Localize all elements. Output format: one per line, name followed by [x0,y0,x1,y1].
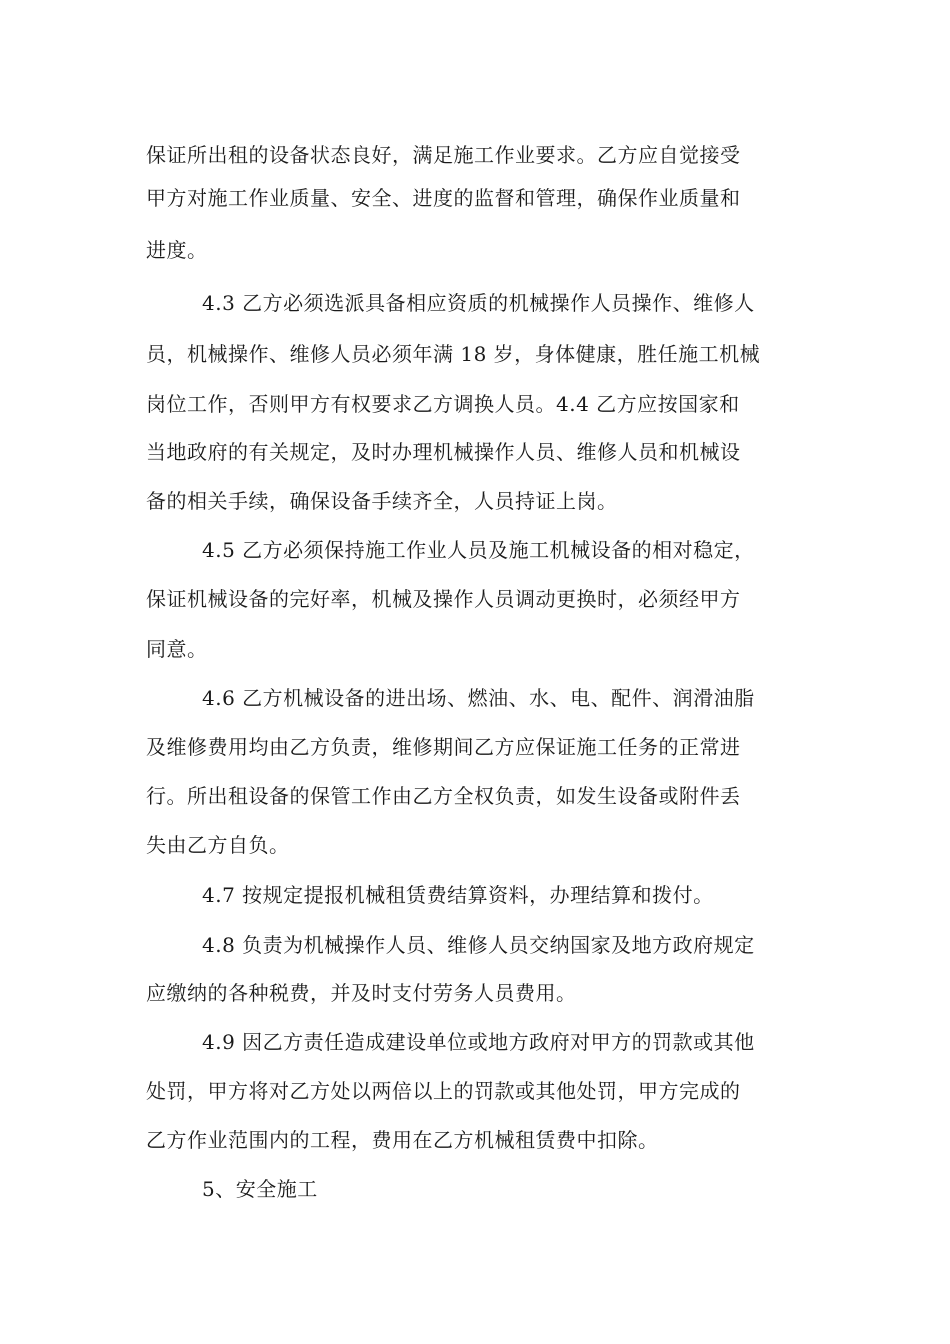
text-line: 岗位工作，否则甲方有权要求乙方调换人员。4.4 乙方应按国家和 [146,392,740,416]
text-line: 进度。 [146,238,208,262]
clause-4-5-start: 4.5 乙方必须保持施工作业人员及施工机械设备的相对稳定， [202,538,755,562]
text-line: 失由乙方自负。 [146,833,290,857]
text-line: 甲方对施工作业质量、安全、进度的监督和管理，确保作业质量和 [146,186,741,210]
section-heading-safety: 5、安全施工 [202,1177,318,1201]
text-line: 保证机械设备的完好率，机械及操作人员调动更换时，必须经甲方 [146,587,741,611]
text-line: 保证所出租的设备状态良好，满足施工作业要求。乙方应自觉接受 [146,143,741,167]
text-line: 备的相关手续，确保设备手续齐全，人员持证上岗。 [146,489,618,513]
text-line: 行。所出租设备的保管工作由乙方全权负责，如发生设备或附件丢 [146,784,741,808]
text-line: 应缴纳的各种税费，并及时支付劳务人员费用。 [146,981,577,1005]
text-line: 处罚，甲方将对乙方处以两倍以上的罚款或其他处罚，甲方完成的 [146,1079,741,1103]
text-line: 及维修费用均由乙方负责，维修期间乙方应保证施工任务的正常进 [146,735,741,759]
clause-4-3-start: 4.3 乙方必须选派具备相应资质的机械操作人员操作、维修人 [202,291,755,315]
clause-4-6-start: 4.6 乙方机械设备的进出场、燃油、水、电、配件、润滑油脂 [202,686,755,710]
clause-4-7: 4.7 按规定提报机械租赁费结算资料，办理结算和拨付。 [202,883,714,907]
clause-4-8-start: 4.8 负责为机械操作人员、维修人员交纳国家及地方政府规定 [202,933,755,957]
text-line: 员，机械操作、维修人员必须年满 18 岁，身体健康，胜任施工机械 [146,342,761,366]
text-line: 当地政府的有关规定，及时办理机械操作人员、维修人员和机械设 [146,440,741,464]
clause-4-9-start: 4.9 因乙方责任造成建设单位或地方政府对甲方的罚款或其他 [202,1030,755,1054]
text-line: 乙方作业范围内的工程，费用在乙方机械租赁费中扣除。 [146,1128,659,1152]
text-line: 同意。 [146,637,208,661]
